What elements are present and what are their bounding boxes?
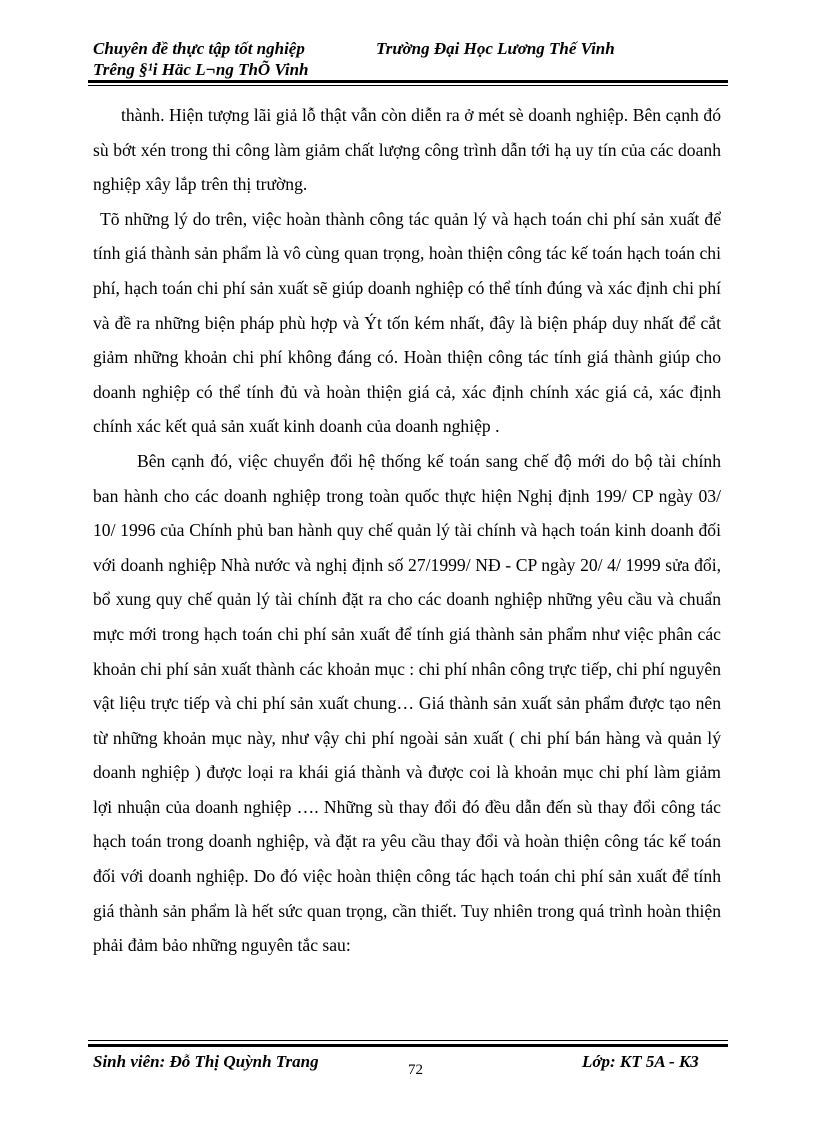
paragraph-3: Bên cạnh đó, việc chuyển đổi hệ thống kế toán sang chế độ mới do bộ tài chính ban hành cho các doanh nghiệp trong toàn quốc thực hiện Nghị định 199/ CP ngày 03/ 10/ 1996 của Chính phủ ban hành quy chế quản lý tài chính và hạch toán kinh doanh đối với doanh nghiệp Nhà nước và nghị định số 27/1999/ NĐ - CP ngày 20/ 4/ 1999 sửa đổi, bổ xung quy chế quản lý tài chính đặt ra cho các doanh nghiệp những yêu cầu và chuẩn mực mới trong hạch toán chi phí sản xuất để tính giá thành sản phẩm như việc phân các khoản chi phí sản xuất thành các khoản mục : chi phí nhân công trực tiếp, chi phí nguyên vật liệu trực tiếp và chi phí sản xuất chung… Giá thành sản xuất sản phẩm được tạo nên từ những khoản mục này, như vậy chi phí ngoài sản xuất ( chi phí bán hàng và quản lý doanh nghiệp ) được loại ra khái giá thành và được coi là khoản mục chi phí làm giảm lợi nhuận của doanh nghiệp …. Những sù thay đổi đó đều dẫn đến sù thay đổi công tác hạch toán trong doanh nghiệp, và đặt ra yêu cầu thay đổi và hoàn thiện công tác kế toán đối với doanh nghiệp. Do đó việc hoàn thiện công tác hạch toán chi phí sản xuất để tính giá thành sản phẩm là hết sức quan trọng, cần thiết. Tuy nhiên trong quá trình hoàn thiện phải đảm bảo những nguyên tắc sau: <box>93 450 721 956</box>
body-text <box>93 98 721 963</box>
paragraph-1: thành. Hiện tượng lãi giả lỗ thật vẫn còn diễn ra ở mét sè doanh nghiệp. Bên cạnh đó sù bớt xén trong thi công làm giảm chất lượng công trình dẫn tới hạ uy tín của các doanh nghiệp xây lắp trên thị trường. <box>93 105 721 195</box>
footer-student-name: Sinh viên: Đỗ Thị Quỳnh Trang <box>93 1052 319 1071</box>
header-school-name: Trường Đại Học Lương Thế Vinh <box>376 39 615 58</box>
header-rule-thick <box>88 80 728 83</box>
footer-rule-thin <box>88 1040 728 1041</box>
footer-rule-thick <box>88 1044 728 1047</box>
paragraph-2: Tõ những lý do trên, việc hoàn thành công tác quản lý và hạch toán chi phí sản xuất để tính giá thành sản phẩm là vô cùng quan trọng, hoàn thiện công tác kế toán hạch toán chi phí, hạch toán chi phí sản xuất sẽ giúp doanh nghiệp có thể tính đúng và xác định chi phí và đề ra những biện pháp phù hợp và Ýt tốn kém nhất, đây là biện pháp duy nhất để cắt giảm những khoản chi phí không đáng có. Hoàn thiện công tác tính giá thành giúp cho doanh nghiệp có thể tính đủ và hoàn thiện giá cả, xác định chính xác giá cả, xác định chính xác kết quả sản xuất kinh doanh của doanh nghiệp . <box>93 208 721 437</box>
header-campus-name: Trêng §¹i Häc L¬ng ThÕ Vinh <box>93 60 309 79</box>
page-number: 72 <box>408 1062 423 1078</box>
header-course-title: Chuyên đề thực tập tốt nghiệp <box>93 39 305 58</box>
footer-class-name: Lớp: KT 5A - K3 <box>582 1052 699 1071</box>
header-rule-thin <box>88 85 728 86</box>
